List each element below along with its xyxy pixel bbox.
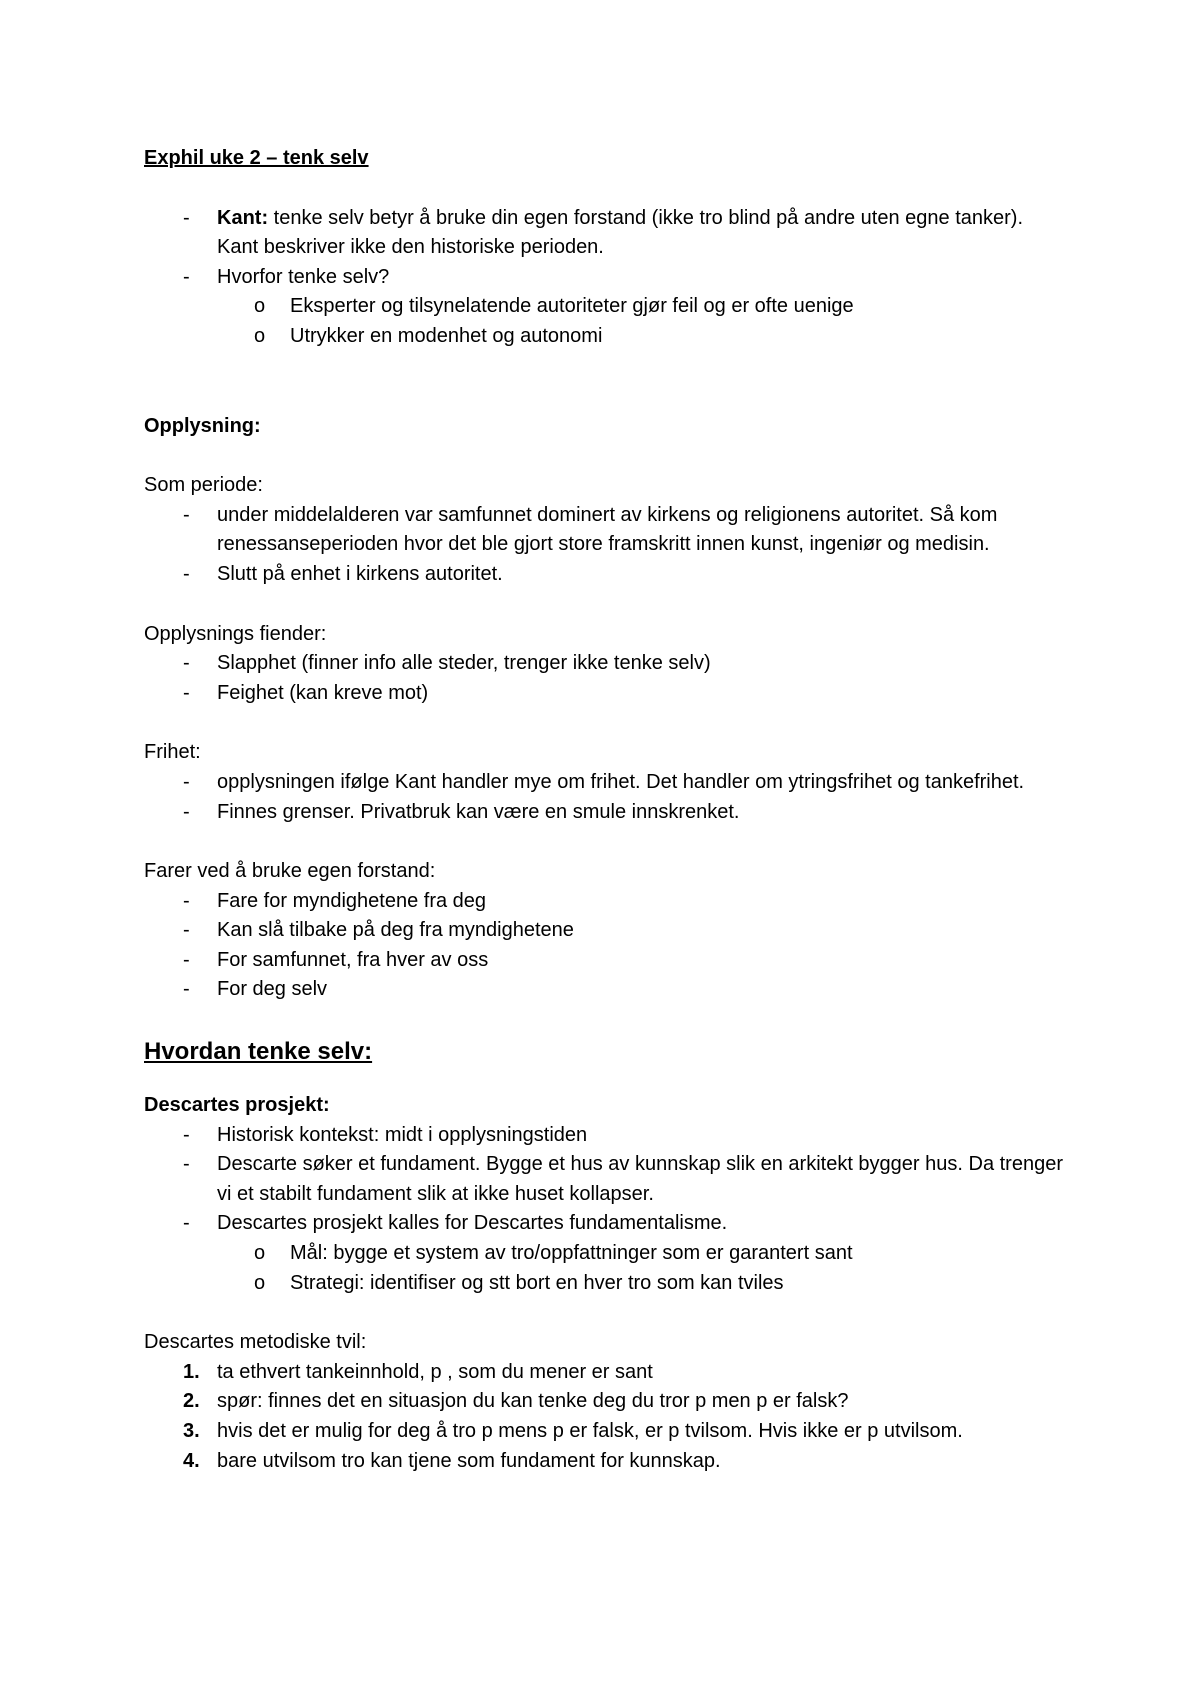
document-page (144, 144, 1064, 1476)
dash-marker: - (183, 889, 190, 912)
sub-list-item-text: Eksperter og tilsynelatende autoriteter gjør feil og er ofte uenige (290, 295, 854, 318)
document-title: Exphil uke 2 – tenk selv (144, 147, 369, 169)
descartes-prosjekt-heading: Descartes prosjekt: (144, 1094, 330, 1117)
list-item-text: Fare for myndighetene fra deg (217, 889, 487, 912)
section-label: Frihet: (144, 741, 201, 764)
list-item-text: Kan slå tilbake på deg fra myndighetene (217, 919, 574, 942)
farer-list (144, 887, 1064, 1005)
circle-marker: o (254, 1242, 266, 1265)
list-item-text: For deg selv (217, 978, 328, 1001)
circle-marker: o (254, 295, 266, 318)
list-item (144, 1209, 1064, 1239)
descartes-prosjekt-list (144, 1121, 1064, 1239)
list-item (144, 679, 1064, 709)
list-item-text: Feighet (kan kreve mot) (217, 681, 429, 704)
circle-marker: o (254, 324, 266, 347)
numbered-item-text: bare utvilsom tro kan tjene som fundament for kunnskap. (217, 1449, 721, 1472)
list-item-text: Hvorfor tenke selv? (217, 265, 390, 288)
hvordan-heading: Hvordan tenke selv: (144, 1038, 373, 1066)
dash-marker: - (183, 919, 190, 942)
list-item-text: Descartes prosjekt kalles for Descartes fundamentalisme. (217, 1212, 728, 1235)
sub-list-item-text: Mål: bygge et system av tro/oppfattninger som er garantert sant (290, 1242, 853, 1265)
list-item-text: Descarte søker et fundament. Bygge et hus av kunnskap slik en arkitekt bygger hus. Da trenger vi et stabilt fundament slik at ikke huset kollapser. (217, 1153, 1063, 1205)
sub-list-item (144, 1239, 1064, 1269)
intro-list (144, 204, 1064, 293)
dash-marker: - (183, 1123, 190, 1146)
section-label: Descartes metodiske tvil: (144, 1331, 367, 1354)
circle-marker: o (254, 1271, 266, 1294)
list-item-text: Historisk kontekst: midt i opplysningstiden (217, 1123, 588, 1146)
numbered-item (144, 1447, 1064, 1477)
sub-list-item-text: Utrykker en modenhet og autonomi (290, 324, 603, 347)
dash-marker: - (183, 770, 190, 793)
list-item (144, 1121, 1064, 1151)
intro-sub-list (144, 292, 1064, 351)
list-item (144, 1150, 1064, 1209)
number-marker: 4. (183, 1449, 200, 1472)
opplysning-heading: Opplysning: (144, 414, 261, 437)
list-item (144, 501, 1064, 560)
dash-marker: - (183, 681, 190, 704)
section-label: Som periode: (144, 474, 263, 497)
kant-label: Kant: (217, 206, 269, 229)
list-item (144, 649, 1064, 679)
numbered-item (144, 1358, 1064, 1388)
dash-marker: - (183, 948, 190, 971)
list-item (144, 887, 1064, 917)
dash-marker: - (183, 652, 190, 675)
list-item-text: opplysningen ifølge Kant handler mye om frihet. Det handler om ytringsfrihet og tankefrihet. (217, 770, 1025, 793)
dash-marker: - (183, 503, 190, 526)
number-marker: 3. (183, 1420, 200, 1442)
list-item (144, 916, 1064, 946)
numbered-item-text: spør: finnes det en situasjon du kan tenke deg du tror p men p er falsk? (217, 1390, 849, 1413)
sub-list-item (144, 322, 1064, 352)
sub-list-item-text: Strategi: identifiser og stt bort en hver tro som kan tviles (290, 1271, 784, 1294)
list-item (144, 798, 1064, 828)
list-item-text: For samfunnet, fra hver av oss (217, 948, 489, 971)
metodiske-tvil-list (144, 1358, 1064, 1476)
dash-marker: - (183, 1153, 190, 1176)
dash-marker: - (183, 978, 190, 1001)
number-marker: 1. (183, 1360, 200, 1383)
fiender-list (144, 649, 1064, 708)
dash-marker: - (183, 206, 190, 229)
numbered-item-text: hvis det er mulig for deg å tro p mens p er falsk, er p tvilsom. Hvis ikke er p utvilsom. (217, 1420, 963, 1442)
list-item (144, 946, 1064, 976)
numbered-item (144, 1387, 1064, 1417)
list-item (144, 263, 1064, 293)
dash-marker: - (183, 265, 190, 288)
numbered-item (144, 1417, 1064, 1447)
list-item-text: tenke selv betyr å bruke din egen forstand (ikke tro blind på andre uten egne tanker). Kant beskriver ikke den historiske perioden. (217, 206, 1024, 259)
number-marker: 2. (183, 1390, 200, 1413)
periode-list (144, 501, 1064, 590)
sub-list-item (144, 1269, 1064, 1299)
sub-list-item (144, 292, 1064, 322)
list-item (144, 204, 1064, 263)
section-label: Farer ved å bruke egen forstand: (144, 860, 436, 883)
descartes-prosjekt-sub-list (144, 1239, 1064, 1298)
list-item-text: under middelalderen var samfunnet dominert av kirkens og religionens autoritet. Så kom renessanseperioden hvor det ble gjort store framskritt innen kunst, ingeniør og medisin. (217, 503, 998, 556)
list-item (144, 768, 1064, 798)
list-item (144, 975, 1064, 1005)
list-item (144, 560, 1064, 590)
dash-marker: - (183, 1212, 190, 1235)
list-item-text: Slapphet (finner info alle steder, trenger ikke tenke selv) (217, 652, 711, 675)
frihet-list (144, 768, 1064, 827)
dash-marker: - (183, 800, 190, 823)
list-item-text: Finnes grenser. Privatbruk kan være en smule innskrenket. (217, 800, 740, 823)
section-label: Opplysnings fiender: (144, 622, 327, 645)
numbered-item-text: ta ethvert tankeinnhold, p , som du mener er sant (217, 1360, 653, 1383)
list-item-text: Slutt på enhet i kirkens autoritet. (217, 562, 503, 585)
dash-marker: - (183, 562, 190, 585)
